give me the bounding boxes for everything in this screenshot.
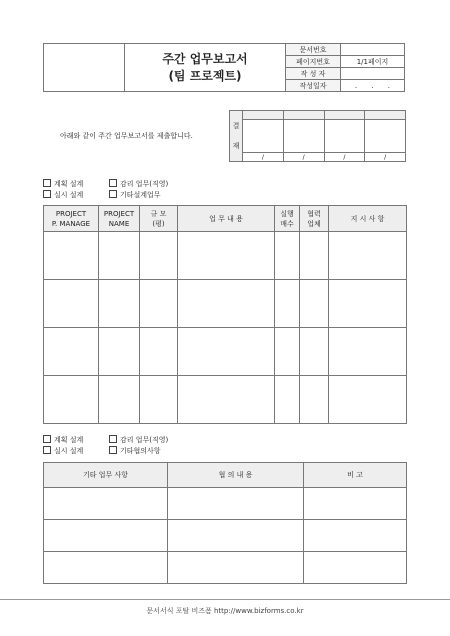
table-cell[interactable]: [168, 520, 304, 552]
table-cell[interactable]: [329, 328, 407, 376]
table-cell[interactable]: [304, 488, 407, 520]
table-cell[interactable]: [44, 520, 168, 552]
table-cell[interactable]: [178, 280, 275, 328]
column-header: PROJECT NAME: [99, 206, 140, 232]
document-title: 주간 업무보고서: [162, 51, 248, 66]
table-cell[interactable]: [44, 232, 99, 280]
table-row: [44, 488, 407, 520]
column-header: PROJECT P. MANAGE: [44, 206, 99, 232]
table-row: [44, 280, 407, 328]
approval-title-cell: [324, 111, 365, 120]
header-value[interactable]: . . .: [341, 80, 405, 92]
checkbox-icon[interactable]: [109, 435, 117, 443]
column-header: 협 의 내 용: [168, 463, 304, 488]
table-cell[interactable]: [44, 280, 99, 328]
table-cell[interactable]: [140, 328, 178, 376]
table-cell[interactable]: [44, 552, 168, 584]
table-row: [44, 328, 407, 376]
checkbox-option[interactable]: 계획 설계: [43, 179, 109, 190]
header-value[interactable]: 1/1페이지: [341, 56, 405, 68]
checkbox-option[interactable]: 실시 설계: [43, 446, 109, 457]
column-header: 지 시 사 항: [329, 206, 407, 232]
header-value[interactable]: [341, 44, 405, 56]
date-slash[interactable]: /: [243, 153, 284, 162]
table-cell[interactable]: [99, 232, 140, 280]
table-cell[interactable]: [178, 376, 275, 424]
document-subtitle: (팀 프로젝트): [168, 68, 242, 83]
table-cell[interactable]: [44, 328, 99, 376]
column-header: 기타 업무 사항: [44, 463, 168, 488]
table-cell[interactable]: [140, 376, 178, 424]
table-cell[interactable]: [329, 280, 407, 328]
table-row: [44, 376, 407, 424]
table-cell[interactable]: [300, 232, 329, 280]
header-label: 페이지번호: [286, 56, 341, 68]
checkbox-icon[interactable]: [43, 190, 51, 198]
checkbox-group-2: [43, 435, 168, 457]
table-cell[interactable]: [300, 328, 329, 376]
table-cell[interactable]: [99, 376, 140, 424]
table-cell[interactable]: [168, 488, 304, 520]
approval-box: [229, 110, 406, 162]
column-header: 비 고: [304, 463, 407, 488]
table-cell[interactable]: [178, 328, 275, 376]
checkbox-option[interactable]: 감리 업무(직영): [109, 179, 168, 190]
checkbox-icon[interactable]: [43, 446, 51, 454]
checkbox-icon[interactable]: [109, 446, 117, 454]
checkbox-option[interactable]: 기타협의사항: [109, 446, 161, 457]
table-cell[interactable]: [140, 280, 178, 328]
table-cell[interactable]: [275, 328, 300, 376]
table-header-row: [44, 206, 407, 232]
document-header: [43, 43, 405, 92]
table-header-row: [44, 463, 407, 488]
footer-text: 문서서식 포탈 비즈폼 http://www.bizforms.co.kr: [146, 607, 304, 615]
checkbox-option[interactable]: 실시 설계: [43, 190, 109, 201]
date-slash[interactable]: /: [283, 153, 324, 162]
table-row: [44, 520, 407, 552]
signature-cell[interactable]: [283, 120, 324, 153]
approval-title-cell: [283, 111, 324, 120]
signature-cell[interactable]: [365, 120, 406, 153]
header-label: 작 성 자: [286, 68, 341, 80]
checkbox-option[interactable]: 감리 업무(직영): [109, 435, 168, 446]
header-label: 문서번호: [286, 44, 341, 56]
signature-cell[interactable]: [243, 120, 284, 153]
table-cell[interactable]: [140, 232, 178, 280]
table-cell[interactable]: [99, 280, 140, 328]
date-slash[interactable]: /: [324, 153, 365, 162]
logo-area: [44, 44, 125, 92]
table-cell[interactable]: [275, 232, 300, 280]
table-cell[interactable]: [275, 280, 300, 328]
table-cell[interactable]: [300, 376, 329, 424]
table-cell[interactable]: [168, 552, 304, 584]
column-header: 규 모 (평): [140, 206, 178, 232]
checkbox-icon[interactable]: [109, 179, 117, 187]
table-cell[interactable]: [329, 376, 407, 424]
table-cell[interactable]: [44, 376, 99, 424]
approval-title-cell: [243, 111, 284, 120]
table-cell[interactable]: [178, 232, 275, 280]
table-cell[interactable]: [329, 232, 407, 280]
table-cell[interactable]: [99, 328, 140, 376]
table-cell[interactable]: [304, 552, 407, 584]
footer-divider: [0, 599, 450, 600]
header-label: 작성일자: [286, 80, 341, 92]
checkbox-group-1: [43, 179, 168, 201]
header-value[interactable]: [341, 68, 405, 80]
approval-side-label: 결 재: [230, 111, 243, 162]
table-row: [44, 232, 407, 280]
title-cell: [125, 44, 286, 92]
date-slash[interactable]: /: [365, 153, 406, 162]
table-cell[interactable]: [275, 376, 300, 424]
approval-title-cell: [365, 111, 406, 120]
checkbox-icon[interactable]: [43, 179, 51, 187]
table-cell[interactable]: [300, 280, 329, 328]
other-work-table: [43, 462, 407, 584]
project-table: [43, 205, 407, 424]
submission-message: 아래와 같이 주간 업무보고서를 제출합니다.: [60, 132, 193, 140]
column-header: 실행 매수: [275, 206, 300, 232]
table-cell[interactable]: [304, 520, 407, 552]
checkbox-option[interactable]: 기타설계업무: [109, 190, 161, 201]
checkbox-icon[interactable]: [43, 435, 51, 443]
table-row: [44, 552, 407, 584]
column-header: 업 무 내 용: [178, 206, 275, 232]
signature-cell[interactable]: [324, 120, 365, 153]
column-header: 협력 업체: [300, 206, 329, 232]
checkbox-option[interactable]: 계획 설계: [43, 435, 109, 446]
table-cell[interactable]: [44, 488, 168, 520]
checkbox-icon[interactable]: [109, 190, 117, 198]
